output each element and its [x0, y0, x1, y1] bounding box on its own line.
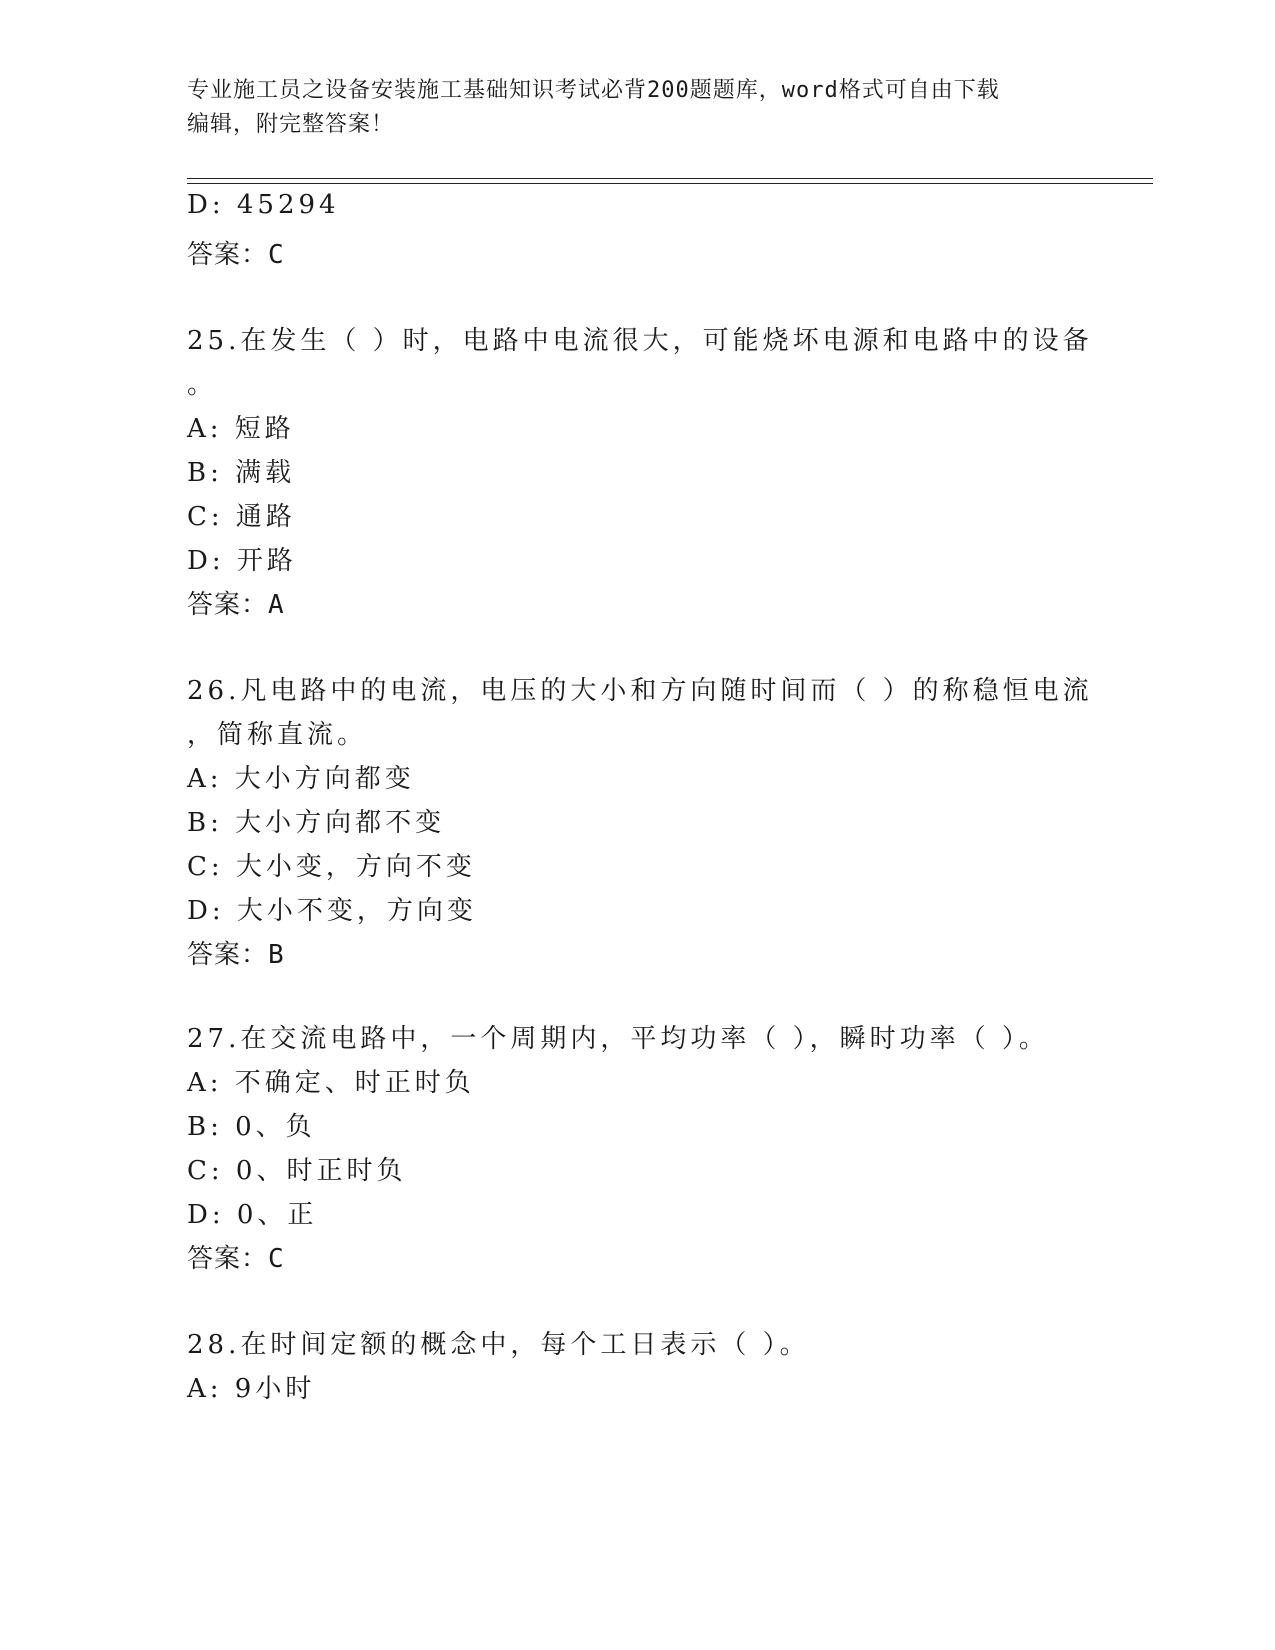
question-27-option-d: D: 0、正 [187, 1200, 318, 1230]
question-28-option-a: A: 9小时 [187, 1374, 316, 1404]
answer-label: 答案： [187, 940, 269, 970]
answer-label: 答案： [187, 1244, 269, 1274]
question-26-stem-cont: ，简称直流。 [187, 720, 368, 750]
answer-value: C [268, 240, 285, 270]
question-27-stem: 27.在交流电路中，一个周期内，平均功率（ ），瞬时功率（ ）。 [187, 1024, 1049, 1054]
header-divider-bottom [187, 183, 1153, 184]
question-26-stem: 26.凡电路中的电流，电压的大小和方向随时间而（ ）的称稳恒电流 [187, 676, 1093, 706]
answer-value: C [268, 1244, 285, 1274]
header-title-line-1: 专业施工员之设备安装施工基础知识考试必背200题题库，word格式可自由下载 [187, 78, 1000, 103]
answer-value: B [268, 940, 285, 970]
question-25-stem-cont: 。 [187, 370, 218, 400]
question-25-option-c: C: 通路 [187, 502, 296, 532]
question-25-option-b: B: 满载 [187, 458, 296, 488]
question-27-option-a: A: 不确定、时正时负 [187, 1068, 475, 1098]
question-28-stem: 28.在时间定额的概念中，每个工日表示（ ）。 [187, 1330, 810, 1360]
question-26-option-b: B: 大小方向都不变 [187, 808, 446, 838]
question-26-answer [187, 934, 285, 971]
question-25-answer [187, 584, 285, 621]
question-26-option-d: D: 大小不变，方向变 [187, 896, 477, 926]
answer-label: 答案： [187, 590, 269, 620]
question-26-option-c: C: 大小变，方向不变 [187, 852, 476, 882]
question-27-option-b: B: 0、负 [187, 1112, 316, 1142]
question-27-option-c: C: 0、时正时负 [187, 1156, 407, 1186]
question-25-option-a: A: 短路 [187, 414, 295, 444]
prev-answer [187, 234, 285, 271]
answer-value: A [268, 590, 285, 620]
question-25-option-d: D: 开路 [187, 546, 297, 576]
question-27-answer [187, 1238, 285, 1275]
question-25-stem: 25.在发生（ ）时，电路中电流很大，可能烧坏电源和电路中的设备 [187, 326, 1093, 356]
question-26-option-a: A: 大小方向都变 [187, 764, 415, 794]
header-divider-top [187, 178, 1153, 179]
document-header [187, 74, 1067, 142]
header-title-line-2: 编辑，附完整答案！ [187, 112, 395, 137]
answer-label: 答案： [187, 240, 269, 270]
prev-option-d: D: 45294 [187, 190, 340, 220]
